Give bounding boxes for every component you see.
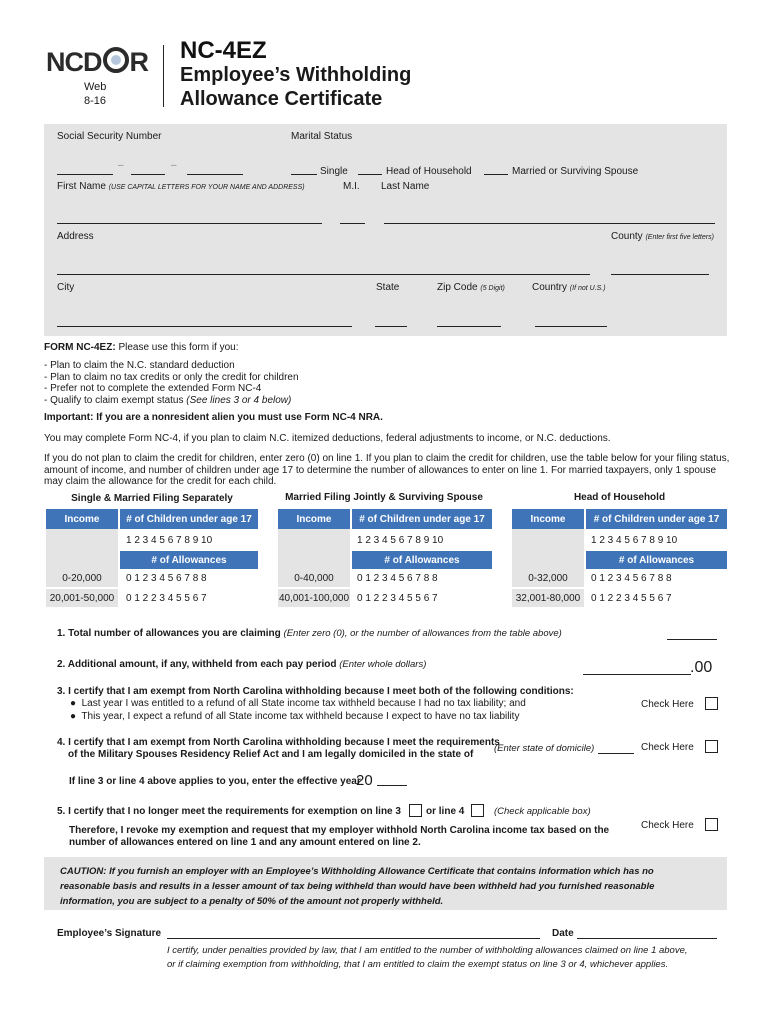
first-name-label: First Name (USE CAPITAL LETTERS FOR YOUR NAME AND ADDRESS)	[57, 181, 305, 192]
state-label: State	[376, 282, 400, 293]
marital-status-label: Marital Status	[291, 131, 353, 142]
blank-cell	[512, 551, 584, 569]
ssn-dash: –	[118, 160, 124, 171]
children-header: # of Children under age 17	[352, 509, 492, 529]
form-title-line1: Employee’s Withholding	[180, 64, 412, 86]
line-5-label: 5. I certify that I no longer meet the requirements for exemption on line 3	[57, 806, 401, 817]
married-label: Married or Surviving Spouse	[512, 166, 639, 177]
zip-input[interactable]	[437, 326, 501, 327]
income-cell: 0-20,000	[46, 569, 118, 587]
signature-input[interactable]	[167, 938, 540, 939]
line-5-note: (Check applicable box)	[494, 806, 591, 817]
check-here-label: Check Here	[641, 742, 694, 753]
county-input[interactable]	[611, 274, 709, 275]
income-header: Income	[512, 509, 584, 529]
line-3-bullet-2: ● This year, I expect a refund of all State income tax withheld because I expect to have no tax liability	[70, 711, 520, 722]
single-checkline[interactable]	[291, 174, 317, 175]
blank-cell	[46, 551, 118, 569]
line-4-label-cont: of the Military Spouses Residency Relief Act and I am legally domiciled in the state of	[68, 749, 474, 760]
line-3-label: 3. I certify that I am exempt from North Carolina withholding because I meet both of the following conditions:	[57, 686, 574, 697]
line-2-cents: .00	[690, 659, 713, 676]
check-here-label: Check Here	[641, 699, 694, 710]
single-label: Single	[320, 166, 348, 177]
mi-label: M.I.	[343, 181, 360, 192]
line-5-line4-checkbox[interactable]	[471, 804, 484, 817]
address-input[interactable]	[57, 274, 590, 275]
last-name-label: Last Name	[381, 181, 430, 192]
allowance-values: 0 1 2 2 3 4 5 5 6 7	[591, 592, 672, 604]
intro-bullets: - Plan to claim the N.C. standard deduction - Plan to claim no tax credits or only the credit for children - Prefer not to complete the extended Form NC-4 - Qualify to claim exempt status (See lines 3 or 4 below)	[44, 360, 299, 406]
income-cell: 0-32,000	[512, 569, 584, 587]
city-input[interactable]	[57, 326, 352, 327]
table-title: Head of Household	[573, 492, 666, 503]
children-header: # of Children under age 17	[586, 509, 727, 529]
income-cell: 0-40,000	[278, 569, 350, 587]
effective-year-input[interactable]	[377, 785, 407, 786]
address-label: Address	[57, 231, 94, 242]
allowance-values: 0 1 2 3 4 5 6 7 8 8	[357, 572, 438, 584]
effective-year-label: If line 3 or line 4 above applies to you, enter the effective year	[69, 776, 361, 787]
country-label: Country (If not U.S.)	[532, 282, 606, 293]
revoke-text-cont: number of allowances entered on line 1 and any amount entered on line 2.	[69, 837, 421, 848]
date-label: Date	[552, 928, 574, 939]
blank-cell	[278, 551, 350, 569]
table-title: Married Filing Jointly & Surviving Spouse	[285, 492, 483, 503]
hoh-checkline[interactable]	[358, 174, 382, 175]
signature-label: Employee’s Signature	[57, 928, 162, 939]
state-input[interactable]	[375, 326, 407, 327]
blank-cell	[46, 529, 118, 551]
revoke-text: Therefore, I revoke my exemption and request that my employer withhold North Carolina income tax based on the	[69, 825, 610, 836]
blank-cell	[278, 529, 350, 551]
nc4-paragraph: You may complete Form NC-4, if you plan to claim N.C. itemized deductions, federal adjustments to income, or N.C. deductions.	[44, 433, 611, 444]
allowances-header: # of Allowances	[586, 551, 727, 569]
married-checkline[interactable]	[484, 174, 508, 175]
allowances-header: # of Allowances	[352, 551, 492, 569]
ncdor-logo: NCD R	[46, 47, 148, 77]
web-version: Web 8-16	[84, 81, 107, 107]
line-3-checkbox[interactable]	[705, 697, 718, 710]
income-cell: 32,001-80,000	[512, 589, 584, 607]
county-label: County (Enter first five letters)	[611, 231, 714, 242]
children-counts: 1 2 3 4 5 6 7 8 9 10	[591, 534, 678, 546]
mi-input[interactable]	[340, 223, 365, 224]
first-name-input[interactable]	[57, 223, 322, 224]
children-counts: 1 2 3 4 5 6 7 8 9 10	[357, 534, 444, 546]
line-4-label: 4. I certify that I am exempt from North Carolina withholding because I meet the requirements	[57, 737, 500, 748]
line-5-or: or line 4	[426, 806, 465, 817]
line-5-line3-checkbox[interactable]	[409, 804, 422, 817]
line-2-input[interactable]	[583, 674, 691, 675]
check-here-label: Check Here	[641, 820, 694, 831]
hoh-label: Head of Household	[386, 166, 472, 177]
important-note: Important: If you are a nonresident alien you must use Form NC-4 NRA.	[44, 412, 383, 423]
personal-info-box	[44, 124, 727, 336]
children-credit-paragraph: If you do not plan to claim the credit for children, enter zero (0) on line 1. If you plan to claim the credit for children, use the table below for your filing status, amount of income, and number of children under age 17 to determine the number of allowances to enter on line 1. For married taxpayers, only 1 spouse may claim the allowance for the credit for each child.	[44, 453, 730, 487]
ssn-field-2[interactable]	[131, 174, 165, 175]
logo-o-icon	[103, 47, 129, 73]
allowances-header: # of Allowances	[120, 551, 258, 569]
domicile-input[interactable]	[598, 753, 634, 754]
line-4-checkbox[interactable]	[705, 740, 718, 753]
line-5-checkbox[interactable]	[705, 818, 718, 831]
allowance-values: 0 1 2 2 3 4 5 5 6 7	[357, 592, 438, 604]
form-intro: FORM NC-4EZ: Please use this form if you:	[44, 342, 239, 353]
income-cell: 40,001-100,000	[278, 589, 350, 607]
zip-label: Zip Code (5 Digit)	[437, 282, 505, 293]
ssn-field-3[interactable]	[187, 174, 243, 175]
allowance-values: 0 1 2 3 4 5 6 7 8 8	[126, 572, 207, 584]
blank-cell	[512, 529, 584, 551]
allowance-values: 0 1 2 2 3 4 5 5 6 7	[126, 592, 207, 604]
form-id: NC-4EZ	[180, 37, 267, 64]
header-divider	[163, 45, 164, 107]
ssn-dash: –	[171, 160, 177, 171]
line-3-bullet-1: ● Last year I was entitled to a refund of all State income tax withheld because I had no tax liability; and	[70, 698, 526, 709]
date-input[interactable]	[577, 938, 717, 939]
line-1-input[interactable]	[667, 639, 717, 640]
income-header: Income	[46, 509, 118, 529]
allowance-values: 0 1 2 3 4 5 6 7 8 8	[591, 572, 672, 584]
ssn-field-1[interactable]	[57, 174, 113, 175]
income-header: Income	[278, 509, 350, 529]
line-2-label: 2. Additional amount, if any, withheld from each pay period (Enter whole dollars)	[57, 659, 427, 670]
line-4-note: (Enter state of domicile)	[494, 743, 595, 754]
form-title-line2: Allowance Certificate	[180, 88, 383, 110]
country-input[interactable]	[535, 326, 607, 327]
caution-text: CAUTION: If you furnish an employer with an Employee’s Withholding Allowance Certificate that contains information which has no reasonable basis and results in a lesser amount of tax being withheld than would have been withheld had you furnished reasonable information, you are subject to a penalty of 50% of the amount not properly withheld.	[60, 866, 655, 907]
certification-text: I certify, under penalties provided by law, that I am entitled to the number of withholding allowances claimed on line 1 above, or if claiming exemption from withholding, that I am entitled to claim the exempt status on line 3 or 4, whichever applies.	[167, 945, 688, 970]
income-cell: 20,001-50,000	[46, 589, 118, 607]
last-name-input[interactable]	[384, 223, 715, 224]
line-1-label: 1. Total number of allowances you are claiming (Enter zero (0), or the number of allowances from the table above)	[57, 628, 562, 639]
city-label: City	[57, 282, 75, 293]
table-title: Single & Married Filing Separately	[71, 493, 233, 504]
ssn-label: Social Security Number	[57, 131, 162, 142]
children-header: # of Children under age 17	[120, 509, 258, 529]
effective-year-prefix: 20	[356, 772, 373, 789]
children-counts: 1 2 3 4 5 6 7 8 9 10	[126, 534, 213, 546]
